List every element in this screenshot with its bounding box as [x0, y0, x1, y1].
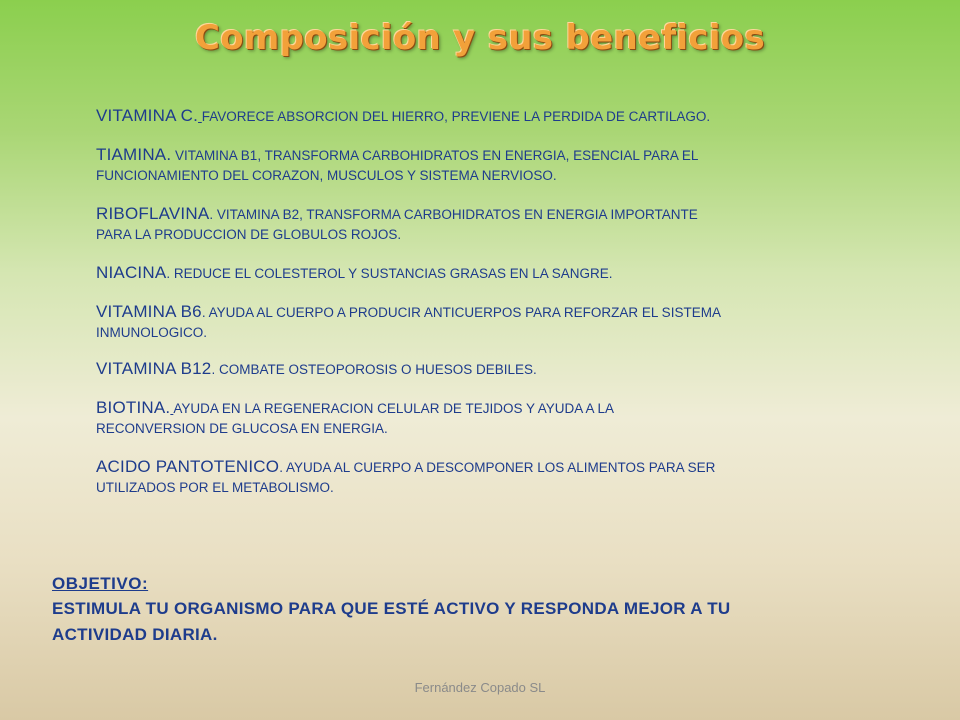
item-description: REDUCE EL COLESTEROL Y SUSTANCIAS GRASAS EN LA SANGRE. — [173, 266, 613, 281]
item-description-continued: PARA LA PRODUCCION DE GLOBULOS ROJOS. — [96, 227, 402, 242]
item-description: VITAMINA B2, TRANSFORMA CARBOHIDRATOS EN ENERGIA IMPORTANTE — [216, 207, 698, 222]
item-heading: ACIDO PANTOTENICO — [96, 457, 280, 476]
objective-line: ESTIMULA TU ORGANISMO PARA QUE ESTÉ ACTIVO Y RESPONDA MEJOR A TU — [52, 599, 731, 618]
item-heading: VITAMINA C. — [96, 106, 199, 125]
item-description-continued: FUNCIONAMIENTO DEL CORAZON, MUSCULOS Y SISTEMA NERVIOSO. — [96, 168, 557, 183]
slide-title: Composición y sus beneficios — [195, 18, 765, 58]
item-separator: . — [209, 207, 217, 222]
list-item — [96, 457, 866, 498]
item-separator: . — [166, 266, 174, 281]
item-description-continued: RECONVERSION DE GLUCOSA EN ENERGIA. — [96, 421, 388, 436]
item-line — [96, 457, 866, 478]
item-line — [96, 398, 866, 419]
list-item — [96, 398, 866, 439]
item-description: AYUDA AL CUERPO A DESCOMPONER LOS ALIMENTOS PARA SER — [285, 460, 716, 475]
list-item — [96, 359, 866, 380]
item-line — [96, 106, 866, 127]
item-separator: . — [201, 305, 209, 320]
item-heading: TIAMINA. — [96, 145, 172, 164]
item-description: AYUDA AL CUERPO A PRODUCIR ANTICUERPOS PARA REFORZAR EL SISTEMA — [208, 305, 721, 320]
item-heading: VITAMINA B6 — [96, 302, 202, 321]
item-separator: . — [211, 362, 219, 377]
item-line — [96, 302, 866, 323]
objective-label: OBJETIVO: — [52, 574, 149, 593]
item-heading: BIOTINA. — [96, 398, 171, 417]
item-line — [96, 204, 866, 225]
item-separator: . — [279, 460, 286, 475]
item-heading: RIBOFLAVINA — [96, 204, 210, 223]
footer-text: Fernández Copado SL — [414, 680, 546, 695]
list-item — [96, 145, 866, 186]
list-item — [96, 204, 866, 245]
list-item — [96, 106, 866, 127]
item-line — [96, 359, 866, 380]
item-line — [96, 145, 866, 166]
item-heading: NIACINA — [96, 263, 167, 282]
objective-section — [52, 574, 932, 648]
item-description: AYUDA EN LA REGENERACION CELULAR DE TEJIDOS Y AYUDA A LA — [173, 401, 615, 416]
objective-line: ACTIVIDAD DIARIA. — [52, 625, 218, 644]
item-line — [96, 263, 866, 284]
benefits-list — [96, 106, 866, 498]
item-heading: VITAMINA B12 — [96, 359, 212, 378]
item-description: COMBATE OSTEOPOROSIS O HUESOS DEBILES. — [218, 362, 537, 377]
list-item — [96, 263, 866, 284]
objective-text — [52, 596, 932, 648]
item-description-continued: INMUNOLOGICO. — [96, 325, 208, 340]
list-item — [96, 302, 866, 343]
item-description: FAVORECE ABSORCION DEL HIERRO, PREVIENE LA PERDIDA DE CARTILAGO. — [201, 109, 711, 124]
item-description-continued: UTILIZADOS POR EL METABOLISMO. — [96, 480, 334, 495]
item-description: VITAMINA B1, TRANSFORMA CARBOHIDRATOS EN ENERGIA, ESENCIAL PARA EL — [175, 148, 699, 163]
